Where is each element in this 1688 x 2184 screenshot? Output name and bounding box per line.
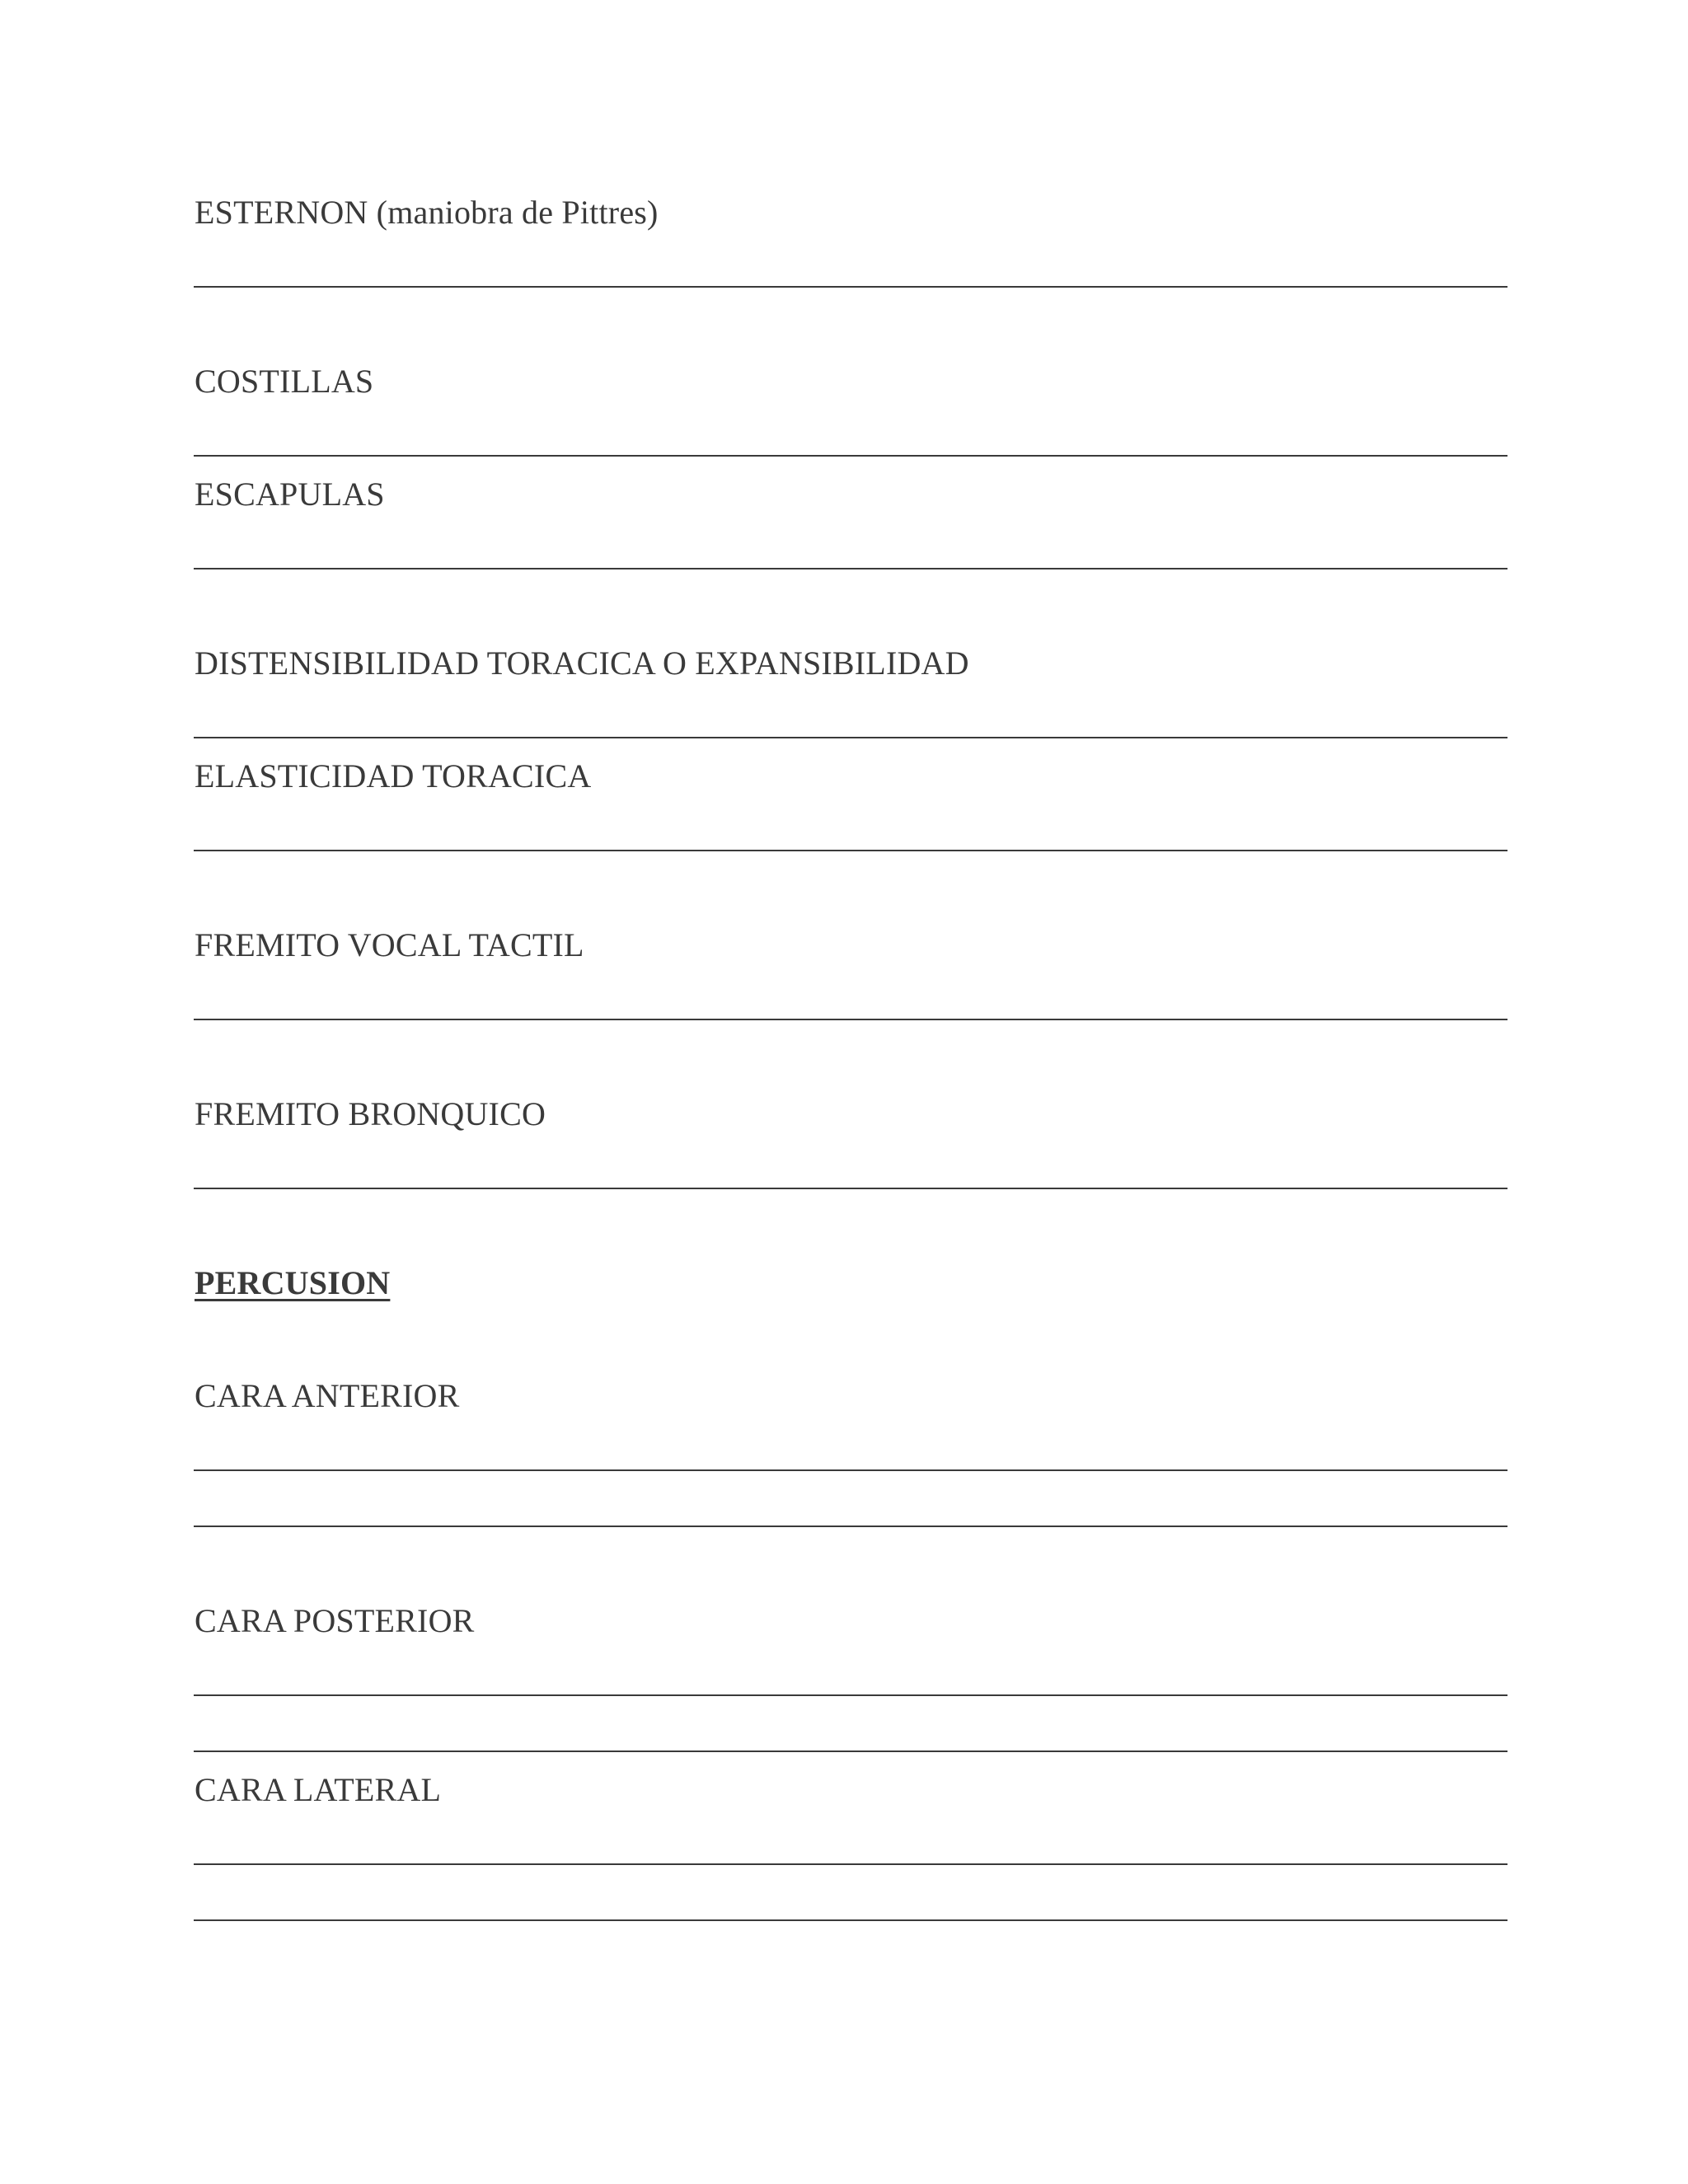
distensibilidad-label: DISTENSIBILIDAD TORACICA O EXPANSIBILIDAD <box>195 644 969 682</box>
answer-line-costillas[interactable] <box>194 455 1507 457</box>
answer-line-fremito-bronquico[interactable] <box>194 1188 1507 1189</box>
esternon-label: ESTERNON (maniobra de Pittres) <box>195 194 659 231</box>
answer-line-distensibilidad[interactable] <box>194 737 1507 738</box>
cara-posterior-label: CARA POSTERIOR <box>195 1602 475 1639</box>
fremito-vocal-label: FREMITO VOCAL TACTIL <box>195 926 584 963</box>
fremito-bronquico-label: FREMITO BRONQUICO <box>195 1095 546 1132</box>
answer-line-cara-posterior-1[interactable] <box>194 1694 1507 1696</box>
answer-line-cara-posterior-2[interactable] <box>194 1750 1507 1752</box>
answer-line-cara-lateral-1[interactable] <box>194 1863 1507 1865</box>
elasticidad-label: ELASTICIDAD TORACICA <box>195 757 592 794</box>
answer-line-elasticidad[interactable] <box>194 850 1507 851</box>
percusion-heading: PERCUSION <box>195 1264 391 1301</box>
answer-line-escapulas[interactable] <box>194 568 1507 569</box>
answer-line-cara-anterior-2[interactable] <box>194 1526 1507 1527</box>
answer-line-cara-anterior-1[interactable] <box>194 1469 1507 1471</box>
answer-line-fremito-vocal[interactable] <box>194 1019 1507 1020</box>
answer-line-cara-lateral-2[interactable] <box>194 1919 1507 1921</box>
costillas-label: COSTILLAS <box>195 363 374 400</box>
cara-anterior-label: CARA ANTERIOR <box>195 1377 460 1414</box>
answer-line-esternon[interactable] <box>194 286 1507 288</box>
cara-lateral-label: CARA LATERAL <box>195 1771 442 1808</box>
escapulas-label: ESCAPULAS <box>195 476 385 513</box>
